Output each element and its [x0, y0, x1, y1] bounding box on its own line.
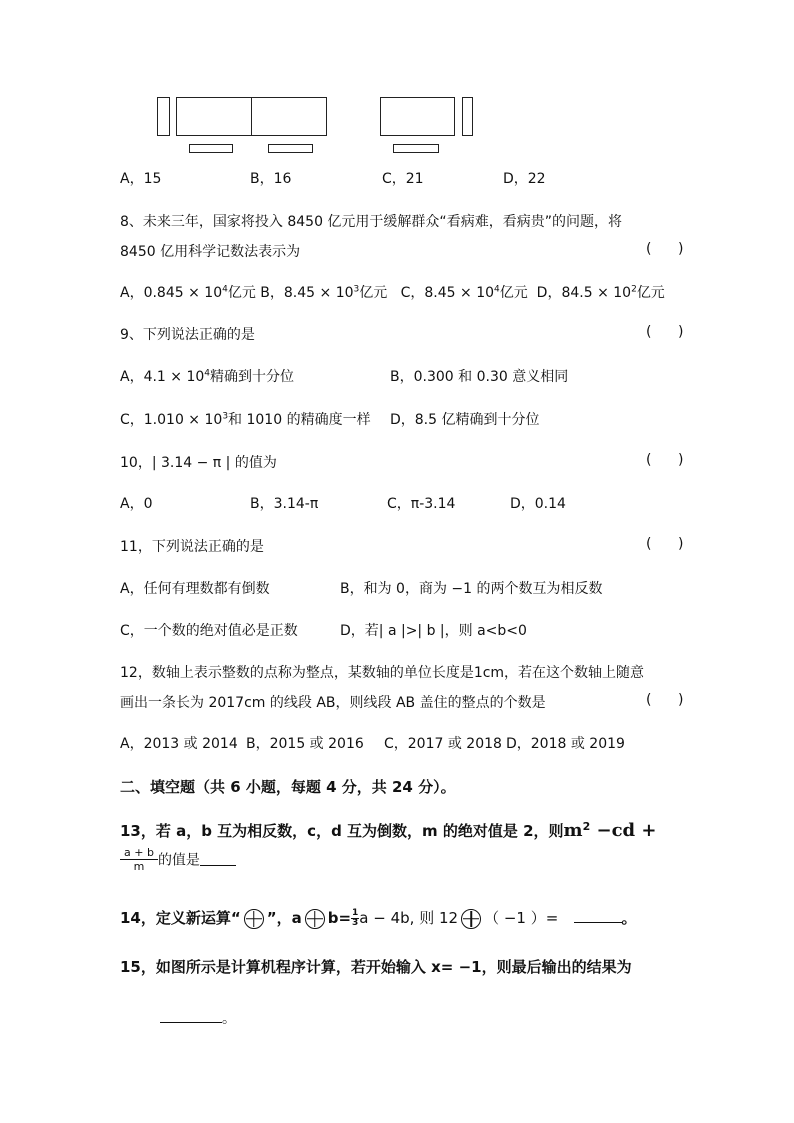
q8-option-b: B，$8.45 \times 10^3$亿元 [260, 284, 388, 301]
q12-stem-line1: 12，数轴上表示整数的点称为整点，某数轴的单位长度是1cm，若在这个数轴上随意 [120, 665, 645, 681]
q13-stem: 13，若 a，b 互为相反数，c，d 互为倒数，m 的绝对值是 2，则$m^2 -cd$ + [120, 820, 657, 841]
q10-option-c: C，π-3.14 [387, 496, 456, 512]
q8-option-c: C，$8.45 \times 10^4$亿元 [400, 284, 528, 301]
figure-wide-box-left [176, 97, 252, 136]
paren-left: ( [646, 324, 652, 340]
q9-option-b: B，0.300 和 0.30 意义相同 [390, 369, 569, 385]
paren-left: ( [646, 241, 652, 257]
figure-flat-box-3 [393, 144, 439, 153]
figure-small-box-right [462, 97, 473, 136]
q11-option-d: D，若| a |>| b |，则 a<b<0 [340, 623, 527, 639]
q14-fraction: $\frac{1}{3}$ [352, 908, 359, 928]
q8-stem-line2: 8450 亿用科学记数法表示为 [120, 244, 301, 260]
q11-option-c: C，一个数的绝对值必是正数 [120, 623, 298, 639]
q10-option-a: A，0 [120, 496, 153, 512]
paren-left: ( [646, 536, 652, 552]
paren-right: ) [678, 452, 684, 468]
figure-small-box-left [157, 97, 170, 136]
q12-option-d: D，2018 或 2019 [506, 736, 625, 752]
q7-option-a: A，15 [120, 171, 162, 187]
q10-option-b: B，3.14-π [250, 496, 319, 512]
paren-left: ( [646, 452, 652, 468]
paren-right: ) [678, 324, 684, 340]
figure-flat-box-1 [189, 144, 233, 153]
q12-option-b: B，2015 或 2016 [246, 736, 364, 752]
paren-right: ) [678, 241, 684, 257]
paren-right: ) [678, 536, 684, 552]
q12-stem-line2: 画出一条长为 2017cm 的线段 AB，则线段 AB 盖住的整点的个数是 [120, 695, 546, 711]
oplus-icon [461, 909, 481, 929]
q8-option-a: A，$0.845 \times 10^4$亿元 [120, 284, 256, 301]
figure-flat-box-2 [268, 144, 313, 153]
q9-stem: 9、下列说法正确的是 [120, 327, 255, 343]
q11-option-b: B，和为 0，商为 −1 的两个数互为相反数 [340, 581, 603, 597]
q9-option-c: C，$1.010 \times 10^3$和 1010 的精确度一样 [120, 411, 371, 428]
q10-stem: 10，| 3.14 − π | 的值为 [120, 455, 277, 471]
q7-option-b: B，16 [250, 171, 292, 187]
q14-answer-blank[interactable] [574, 910, 622, 923]
q15-answer-line: 。 [160, 1008, 236, 1028]
q8-stem-line1: 8、未来三年，国家将投入 8450 亿元用于缓解群众“看病难，看病贵”的问题，将 [120, 214, 622, 230]
oplus-icon [305, 909, 325, 929]
q10-option-d: D，0.14 [510, 496, 566, 512]
figure-wide-box-right [380, 97, 455, 136]
q11-option-a: A，任何有理数都有倒数 [120, 581, 270, 597]
q7-option-d: D，22 [503, 171, 546, 187]
q7-option-c: C，21 [382, 171, 424, 187]
q15-stem: 15，如图所示是计算机程序计算，若开始输入 x= −1，则最后输出的结果为 [120, 958, 632, 976]
paren-right: ) [678, 692, 684, 708]
q14-stem: 14，定义新运算“ ”，a b= $\frac{1}{3}$ a − 4b, 则 12 （ −1 ）= 。 [120, 908, 637, 928]
q11-stem: 11，下列说法正确的是 [120, 539, 264, 555]
q13-fraction-line: $\frac{a + b}{m}$ 的值是 [120, 846, 236, 873]
q13-fraction: $\frac{a + b}{m}$ [120, 846, 158, 873]
q9-option-a: A，$4.1 \times 10^4$精确到十分位 [120, 368, 295, 385]
oplus-icon [244, 909, 264, 929]
figure-wide-box-middle [251, 97, 327, 136]
q9-option-d: D，8.5 亿精确到十分位 [390, 412, 540, 428]
q15-answer-blank[interactable] [160, 1010, 222, 1023]
q12-option-a: A，2013 或 2014 [120, 736, 238, 752]
q12-option-c: C，2017 或 2018 [384, 736, 502, 752]
q8-option-d: D，$84.5 \times 10^2$亿元 [536, 284, 665, 301]
q13-answer-blank[interactable] [200, 853, 236, 866]
paren-left: ( [646, 692, 652, 708]
q8-options [120, 282, 665, 302]
section-title-fill-in: 二、填空题（共 6 小题，每题 4 分，共 24 分）。 [120, 778, 456, 796]
